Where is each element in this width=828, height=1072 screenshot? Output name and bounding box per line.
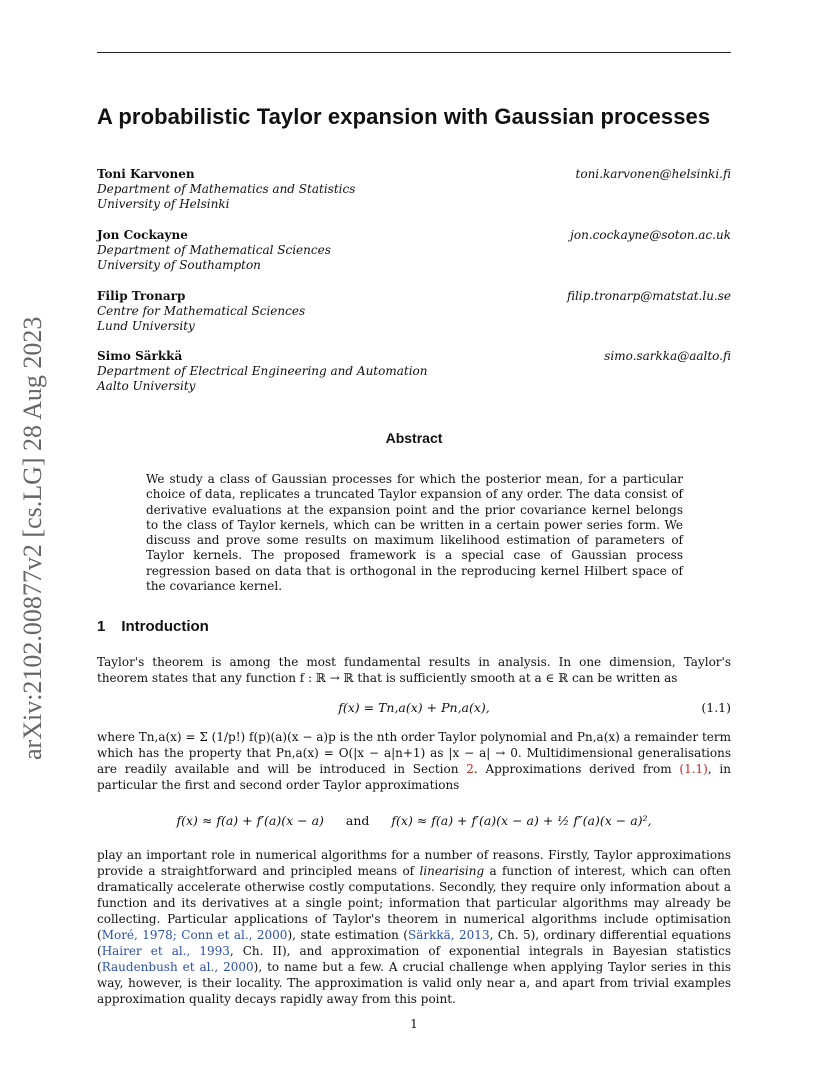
author-name: Toni Karvonen xyxy=(97,167,195,181)
author-department: Centre for Mathematical Sciences xyxy=(97,304,306,318)
section-title: Introduction xyxy=(121,618,209,635)
text-span: a function of interest, which can often dramatically accelerate otherwise costly computations. Secondly, they require only information about a function and its derivatives at a single point; information that particular algorithms may already be collecting. Particular applications of Taylor's theorem in numerical algorithms include optimisation ( xyxy=(97,864,732,942)
author-university: Lund University xyxy=(97,319,195,333)
author-block xyxy=(97,228,731,273)
text-span: . Approximations derived from xyxy=(473,762,680,776)
author-email[interactable]: filip.tronarp@matstat.lu.se xyxy=(566,289,731,303)
top-rule xyxy=(97,52,731,53)
author-name: Simo Särkkä xyxy=(97,349,183,363)
author-email[interactable]: toni.karvonen@helsinki.fi xyxy=(575,167,731,181)
equation-taylor-approximations xyxy=(97,813,731,828)
author-department: Department of Mathematics and Statistics xyxy=(97,182,356,196)
paper-title: A probabilistic Taylor expansion with Gaussian processes xyxy=(97,104,711,129)
second-order-approximation: f(x) ≈ f(a) + f′(a)(x − a) + ½ f″(a)(x − a)², xyxy=(391,813,652,828)
intro-paragraph-3 xyxy=(97,847,731,1007)
equation-1-1 xyxy=(97,700,731,715)
equation-tag: (1.1) xyxy=(701,700,731,715)
text-span: ), to name but a few. A crucial challenge when applying Taylor series in this way, however, is their locality. The approximation is valid only near a, and apart from trivial examples approximation quality decays rapidly away from this point. xyxy=(97,960,732,1006)
abstract-text: We study a class of Gaussian processes for which the posterior mean, for a particular choice of data, replicates a truncated Taylor expansion of any order. The data consist of derivative evaluations at the expansion point and the prior covariance kernel belongs to the class of Taylor kernels, which can be written in a certain power series form. We discuss and prove some results on maximum likelihood estimation of parameters of Taylor kernels. The proposed framework is a special case of Gaussian process regression based on data that is orthogonal in the reproducing kernel Hilbert space of the covariance kernel. xyxy=(146,472,683,594)
text-span: ), state estimation ( xyxy=(287,928,408,942)
text-span: , in particular the first and second order Taylor approximations xyxy=(97,762,731,792)
first-order-approximation: f(x) ≈ f(a) + f′(a)(x − a) xyxy=(176,813,324,828)
citation-link[interactable]: Särkkä, 2013 xyxy=(408,928,490,942)
citation-link[interactable]: Hairer et al., 1993 xyxy=(101,944,230,958)
arxiv-identifier: arXiv:2102.00877v2 [cs.LG] 28 Aug 2023 xyxy=(18,316,47,760)
author-block xyxy=(97,349,731,394)
page-number: 1 xyxy=(410,1017,418,1031)
author-university: University of Helsinki xyxy=(97,197,230,211)
author-email[interactable]: simo.sarkka@aalto.fi xyxy=(604,349,731,363)
section-number: 1 xyxy=(97,618,106,635)
author-block xyxy=(97,289,731,334)
citation-link[interactable]: Raudenbush et al., 2000 xyxy=(101,960,254,974)
author-name: Filip Tronarp xyxy=(97,289,186,303)
intro-paragraph-2 xyxy=(97,729,731,793)
author-department: Department of Electrical Engineering and Automation xyxy=(97,364,428,378)
author-name: Jon Cockayne xyxy=(97,228,188,242)
text-span: (1/p!) f(p)(a)(x − a)p is the nth order Taylor polynomial and Pn,a(x) a remainder term which has the property that Pn,a(x) = O(|x − a|n+1) as |x − a| → 0. Multidimensional generalisations are readily available and will be introduced in Section xyxy=(97,730,731,776)
abstract-heading: Abstract xyxy=(385,430,443,446)
emphasis-text: linearising xyxy=(419,864,485,878)
section-reference-link[interactable]: 2 xyxy=(466,762,474,776)
citation-link[interactable]: Moré, 1978; Conn et al., 2000 xyxy=(101,928,288,942)
text-span: , Ch. II), and approximation of exponential integrals in Bayesian statistics ( xyxy=(97,944,731,974)
equation-body: f(x) = Tn,a(x) + Pn,a(x), xyxy=(338,700,490,715)
equation-conjunction: and xyxy=(345,813,370,828)
author-department: Department of Mathematical Sciences xyxy=(97,243,331,257)
author-university: University of Southampton xyxy=(97,258,261,272)
text-span: where Tn,a(x) = Σ xyxy=(97,730,208,744)
text-span: , Ch. 5), ordinary differential equations ( xyxy=(97,928,731,958)
intro-paragraph-1: Taylor's theorem is among the most fundamental results in analysis. In one dimension, Taylor's theorem states that any function f : ℝ → ℝ that is sufficiently smooth at a ∈ ℝ can be written as xyxy=(97,655,731,685)
section-heading xyxy=(97,618,209,635)
equation-reference-link[interactable]: (1.1) xyxy=(679,762,708,776)
author-email[interactable]: jon.cockayne@soton.ac.uk xyxy=(570,228,731,242)
author-block xyxy=(97,167,731,212)
text-span: play an important role in numerical algorithms for a number of reasons. Firstly, Taylor approximations provide a straightforward and principled means of xyxy=(97,848,731,878)
author-university: Aalto University xyxy=(97,379,196,393)
